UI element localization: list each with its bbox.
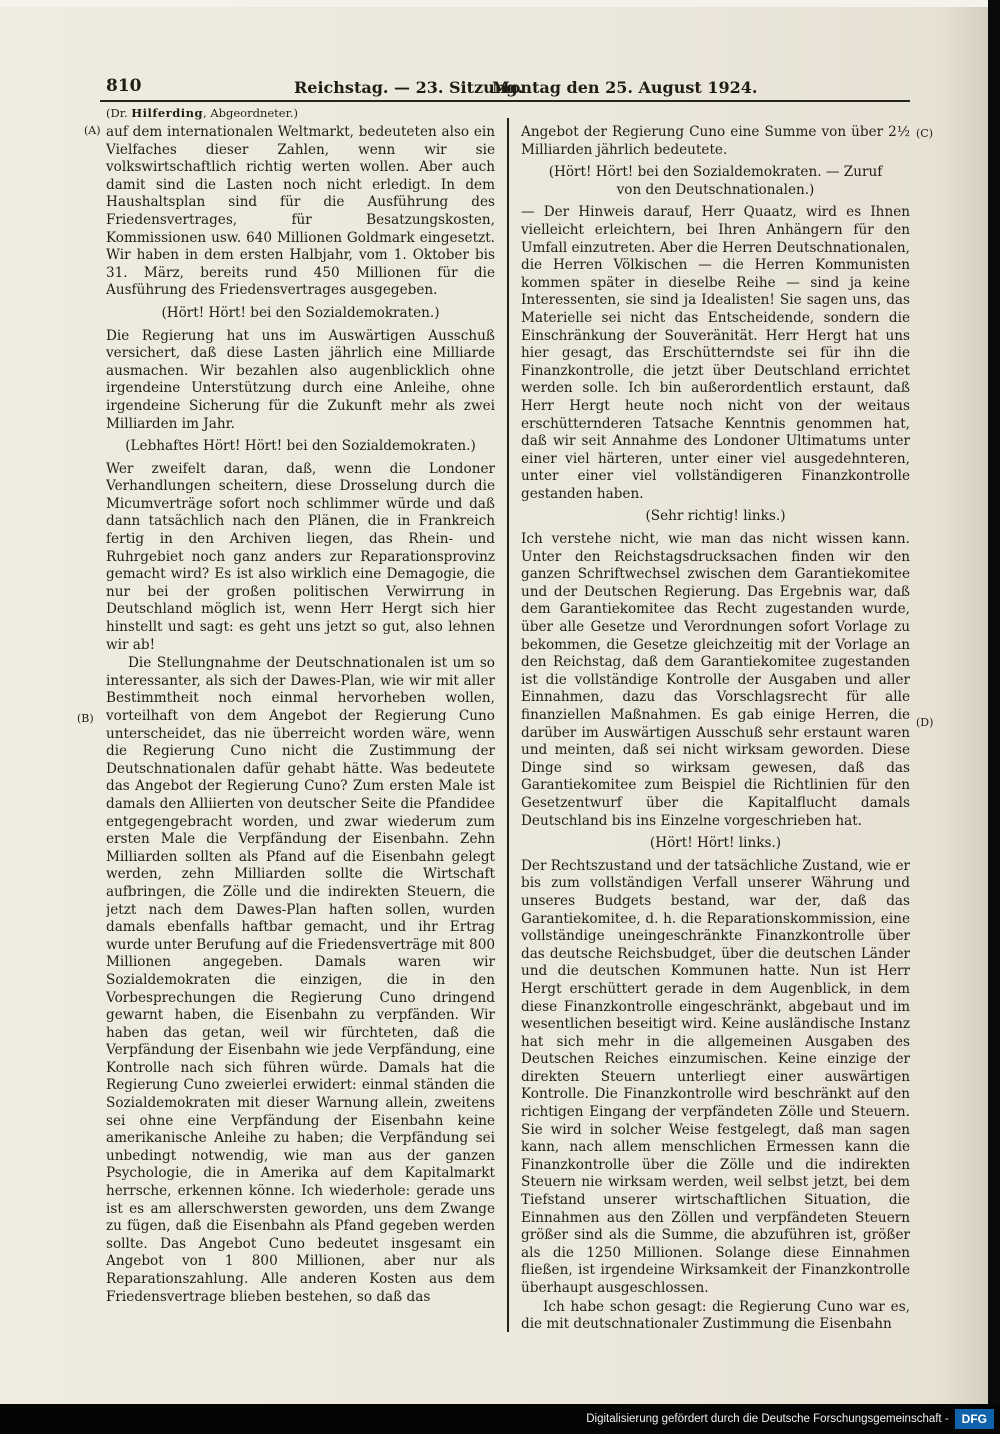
page-number: 810 <box>106 76 142 96</box>
margin-mark-d: (D) <box>916 716 934 729</box>
session-title: Reichstag. — 23. Sitzung. <box>294 78 524 97</box>
speaker-note-prefix: (Dr. <box>106 106 132 120</box>
interjection: (Sehr richtig! links.) <box>645 508 786 525</box>
speech-paragraph: Die Stellungnahme der Deutschnationalen ist um so interessanter, als sich der Dawes-Plan, wie wir mit aller Bestimmtheit noch einmal hervorheben wollen, vorteilhaft von dem Angebot der Regierung Cuno unterscheidet, das nie überreicht worden wäre, wenn die Regierung Cuno nicht die Zustimmung der Deutschnationalen dafür gehabt hätte. Was bedeutete das Angebot der Regierung Cuno? Zum ersten Male ist damals den Alliierten von deutscher Seite die Pfandidee entgegengebracht worden, und zwar wiederum zum ersten Male die Verpfändung der Eisenbahn. Zehn Milliarden sollten als Pfand auf die Eisenbahn gelegt werden, zehn Milliarden sollte die Wirtschaft aufbringen, die Zölle und die indirekten Steuern, die jetzt nach dem Dawes-Plan haften sollen, wurden damals ebenfalls haftbar gemacht, und ihr Ertrag wurde unter Berufung auf die Friedensverträge mit 800 Millionen angegeben. Damals waren wir Sozialdemokraten die einzigen, die in den Vorbesprechungen die Regierung Cuno dringend gewarnt haben, die Eisenbahn zu verpfänden. Wir haben das getan, weil wir fürchteten, daß die Verpfändung der Eisenbahn wie jede Verpfändung, eine Kontrolle nach sich führen würde. Damals hat die Regierung Cuno zweierlei erwidert: einmal ständen die Sozialdemokraten mit dieser Warnung allein, zweitens sei ohne eine Verpfändung der Eisenbahn keine amerikanische Anleihe zu haben; die Verpfändung sei unbedingt notwendig, wie man aus der ganzen Psychologie, die in Amerika auf dem Kapitalmarkt herrsche, erkennen könne. Ich wiederhole: gerade uns ist es am allerschwersten geworden, uns dem Zwange zu fügen, daß die Eisenbahn als Pfand gegeben werden sollte. Das Angebot Cuno bedeutet insgesamt ein Angebot von 1 800 Millionen, aber nur als Reparationszahlung. Alle anderen Kosten aus dem Friedensvertrage blieben bestehen, so daß das <box>106 655 495 1305</box>
speech-paragraph: Die Regierung hat uns im Auswärtigen Ausschuß versichert, daß diese Lasten jährlich eine Milliarde ausmachen. Wir bezahlen also augenblicklich ohne irgendeine Unterstützung durch eine Anleihe, ohne irgendeine Sicherung für die Zukunft mehr als zwei Milliarden im Jahr. <box>106 327 495 432</box>
header-rule <box>100 100 910 102</box>
margin-mark-c: (C) <box>916 127 933 140</box>
speaker-note <box>106 106 298 120</box>
speech-paragraph: auf dem internationalen Weltmarkt, bedeuteten also ein Vielfaches dieser Zahlen, wenn wir sie volkswirtschaftlich richtig werten wollen. Aber auch damit sind die Lasten noch nicht erledigt. In dem Haushaltsplan sind für die Ausführung des Friedensvertrages, für Besatzungskosten, Kommissionen usw. 640 Millionen Goldmark eingesetzt. Wir haben in dem ersten Halbjahr, vom 1. Oktober bis 31. März, bereits rund 450 Millionen für die Ausführung des Friedensvertrages ausgegeben. <box>106 124 495 299</box>
column-left <box>106 124 495 1392</box>
speech-paragraph: Ich habe schon gesagt: die Regierung Cuno war es, die mit deutschnationaler Zustimmung die Eisenbahn <box>521 1298 910 1333</box>
speaker-note-suffix: , Abgeordneter.) <box>203 106 298 120</box>
digitization-credit: Digitalisierung gefördert durch die Deutsche Forschungsgemeinschaft - <box>586 1413 949 1425</box>
interjection: (Hört! Hört! bei den Sozialdemokraten.) <box>161 304 440 321</box>
speech-paragraph: — Der Hinweis darauf, Herr Quaatz, wird es Ihnen vielleicht erleichtern, bei Ihren Anhängern für den Umfall einzutreten. Aber die Herren Deutschnationalen, die Herren Völkischen — die Herren Kommunisten kommen später in dieselbe Reihe — sind ja keine Interessenten, sie sind ja Idealisten! Sie sagen uns, das Materielle sei nicht das Entscheidende, sondern die Einschränkung der Souveränität. Herr Hergt hat uns hier gesagt, das Erschütterndste sei für ihn die Finanzkontrolle, die jetzt über Deutschland errichtet werden solle. Ich bin außerordentlich erstaunt, daß Herr Hergt heute noch nicht von der weitaus erschütternderen Tatsache Kenntnis genommen hat, daß wir seit Annahme des Londoner Ultimatums unter einer viel härteren, unter einer viel ausgedehnteren, unter einer viel vollständigeren Finanzkontrolle gestanden haben. <box>521 204 910 502</box>
column-right <box>521 124 910 1392</box>
interjection: (Lebhaftes Hört! Hört! bei den Sozialdemokraten.) <box>125 438 476 455</box>
margin-mark-b: (B) <box>77 712 94 725</box>
speech-paragraph: Angebot der Regierung Cuno eine Summe von über 2½ Milliarden jährlich bedeutete. <box>521 124 910 158</box>
interjection: (Hört! Hört! bei den Sozialdemokraten. — Zuruf von den Deutschnationalen.) <box>548 164 883 198</box>
scan-edge-top <box>0 0 988 7</box>
text-columns <box>106 124 910 1392</box>
interjection: (Hört! Hört! links.) <box>649 835 782 852</box>
speech-paragraph: Der Rechtszustand und der tatsächliche Zustand, wie er bis zum vollständigen Verfall unserer Währung und unseres Budgets bestand, war der, daß das Garantiekomitee, d. h. die Reparationskommission, eine vollständige uneingeschränkte Finanzkontrolle über das deutsche Reichsbudget, über die deutschen Länder und die deutschen Kommunen hatte. Nun ist Herr Hergt erschüttert gerade in dem Augenblick, in dem diese Finanzkontrolle eingeschränkt, abgebaut und im wesentlichen beseitigt wird. Keine ausländische Instanz hat sich mehr in die allgemeinen Ausgaben des Deutschen Reiches einzumischen. Keine einzige der direkten Steuern unterliegt einer auswärtigen Kontrolle. Die Finanzkontrolle wird beschränkt auf den richtigen Eingang der verpfändeten Zölle und Steuern. Sie wird in solcher Weise festgelegt, daß man sagen kann, nach allem menschlichen Ermessen kann die Finanzkontrolle über die Zölle und die indirekten Steuern nie wirksam werden, weil selbst jetzt, bei dem Tiefstand unserer wirtschaftlichen Situation, die Einnahmen aus den Zöllen und verpfändeten Steuern größer sind als die Summe, die abzuführen ist, größer als die 1250 Millionen. Solange diese Einnahmen fließen, ist irgendeine Wirksamkeit der Finanzkontrolle überhaupt ausgeschlossen. <box>521 857 910 1296</box>
speaker-name: Hilferding <box>131 106 204 120</box>
margin-mark-a: (A) <box>84 124 101 137</box>
footer-bar <box>0 1404 1000 1434</box>
dfg-logo: DFG <box>955 1409 994 1429</box>
speech-paragraph: Wer zweifelt daran, daß, wenn die Londoner Verhandlungen scheitern, diese Drosselung durch die Micumverträge sofort noch schlimmer würde und daß dann tatsächlich nach den Plänen, die in Frankreich fertig in den Archiven liegen, das Rhein- und Ruhrgebiet noch ganz anders zur Reparationsprovinz gemacht wird? Es ist also wirklich eine Demagogie, die nur bei der großen politischen Verwirrung in Deutschland möglich ist, wenn Herr Hergt sich hier hinstellt und sagt: es geht uns jetzt so gut, also lehnen wir ab! <box>106 460 495 653</box>
scan-edge-right <box>988 0 1000 1404</box>
speech-paragraph: Ich verstehe nicht, wie man das nicht wissen kann. Unter den Reichstagsdrucksachen finden wir den ganzen Schriftwechsel zwischen dem Garantiekomitee und der Deutschen Regierung. Das Ergebnis war, daß dem Garantiekomitee das Recht zugestanden wurde, über alle Gesetze und Verordnungen sofort Vorlage zu bekommen, die Gesetze gleichzeitig mit der Vorlage an den Reichstag, daß dem Garantiekomitee zugestanden ist die vollständige Kontrolle der Ausgaben und aller Einnahmen, dazu das Vorschlagsrecht für alle finanziellen Maßnahmen. Es gab einige Herren, die darüber im Auswärtigen Ausschuß sehr erstaunt waren und meinten, daß sei nicht wirksam geworden. Diese Dinge sind so wirksam gewesen, daß das Garantiekomitee zum Beispiel die Richtlinien für den Gesetzentwurf über die Kapitalflucht damals Deutschland bis ins Einzelne vorgeschrieben hat. <box>521 531 910 829</box>
session-date: Montag den 25. August 1924. <box>492 78 758 97</box>
